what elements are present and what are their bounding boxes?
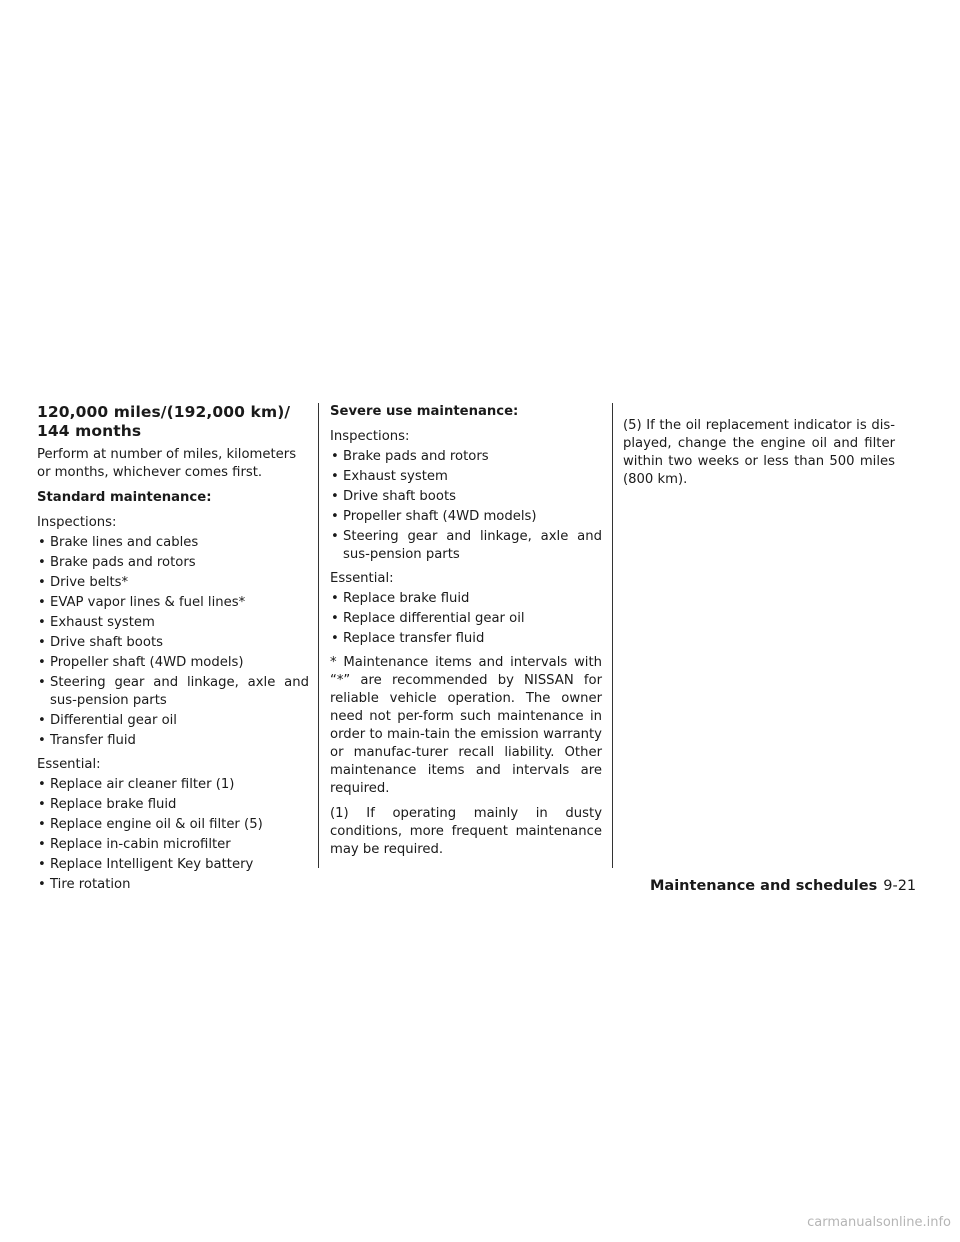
watermark-text: carmanualsonline.info (807, 1215, 951, 1230)
list-item: • Brake pads and rotors (37, 554, 309, 572)
list-item: • Steering gear and linkage, axle and sus-pension parts (37, 674, 309, 710)
column-divider-right (612, 403, 613, 868)
list-item: • Brake pads and rotors (330, 448, 602, 466)
inspections-label: Inspections: (37, 515, 117, 530)
standard-maintenance-title: Standard maintenance: (37, 490, 212, 505)
list-item: • Exhaust system (330, 468, 602, 486)
list-item: • Replace Intelligent Key battery (37, 856, 309, 874)
list-item: • Drive shaft boots (37, 634, 309, 652)
list-item: • Steering gear and linkage, axle and sus-pension parts (330, 528, 602, 564)
list-item: • Drive belts* (37, 574, 309, 592)
list-item: • Transfer fluid (37, 732, 309, 750)
standard-essential-list (37, 776, 309, 894)
list-item: • Replace engine oil & oil filter (5) (37, 816, 309, 834)
list-item: • Replace brake fluid (330, 590, 602, 608)
severe-essential-list (330, 590, 602, 648)
list-item: • Differential gear oil (37, 712, 309, 730)
severe-inspections-list (330, 448, 602, 564)
list-item: • Exhaust system (37, 614, 309, 632)
severe-maintenance-title: Severe use maintenance: (330, 404, 519, 419)
section-heading (37, 403, 309, 441)
list-item: • Propeller shaft (4WD models) (330, 508, 602, 526)
inspections-label: Inspections: (330, 429, 410, 444)
asterisk-note: * Maintenance items and intervals with “*” are recommended by NISSAN for reliable vehicle operation. The owner need not per-form such maintenance in order to main-tain the emission warranty or manufac-turer recall liability. Other maintenance items and intervals are required. (330, 655, 602, 796)
essential-label: Essential: (37, 757, 101, 772)
list-item: • Drive shaft boots (330, 488, 602, 506)
page-number: 9-21 (883, 878, 917, 894)
list-item: • Replace in-cabin microfilter (37, 836, 309, 854)
list-item: • Replace brake fluid (37, 796, 309, 814)
column-severe-maintenance (330, 403, 602, 866)
list-item: • EVAP vapor lines & fuel lines* (37, 594, 309, 612)
column-divider-left (318, 403, 319, 868)
essential-label: Essential: (330, 571, 394, 586)
list-item: • Brake lines and cables (37, 534, 309, 552)
list-item: • Replace transfer fluid (330, 630, 602, 648)
footer-section-title: Maintenance and schedules (650, 878, 878, 894)
column-notes (623, 403, 895, 496)
page-footer (650, 877, 917, 895)
column-standard-maintenance (37, 403, 309, 900)
list-item: • Propeller shaft (4WD models) (37, 654, 309, 672)
oil-indicator-note: (5) If the oil replacement indicator is dis-played, change the engine oil and filter within two weeks or less than 500 miles (800 km). (623, 418, 895, 487)
intro-text: Perform at number of miles, kilometers or months, whichever comes first. (37, 447, 297, 480)
list-item: • Replace air cleaner filter (1) (37, 776, 309, 794)
dusty-conditions-note: (1) If operating mainly in dusty conditions, more frequent maintenance may be required. (330, 806, 602, 857)
heading-line-2: 144 months (37, 422, 142, 440)
standard-inspections-list (37, 534, 309, 750)
heading-line-1: 120,000 miles/(192,000 km)/ (37, 403, 291, 421)
list-item: • Tire rotation (37, 876, 309, 894)
list-item: • Replace differential gear oil (330, 610, 602, 628)
